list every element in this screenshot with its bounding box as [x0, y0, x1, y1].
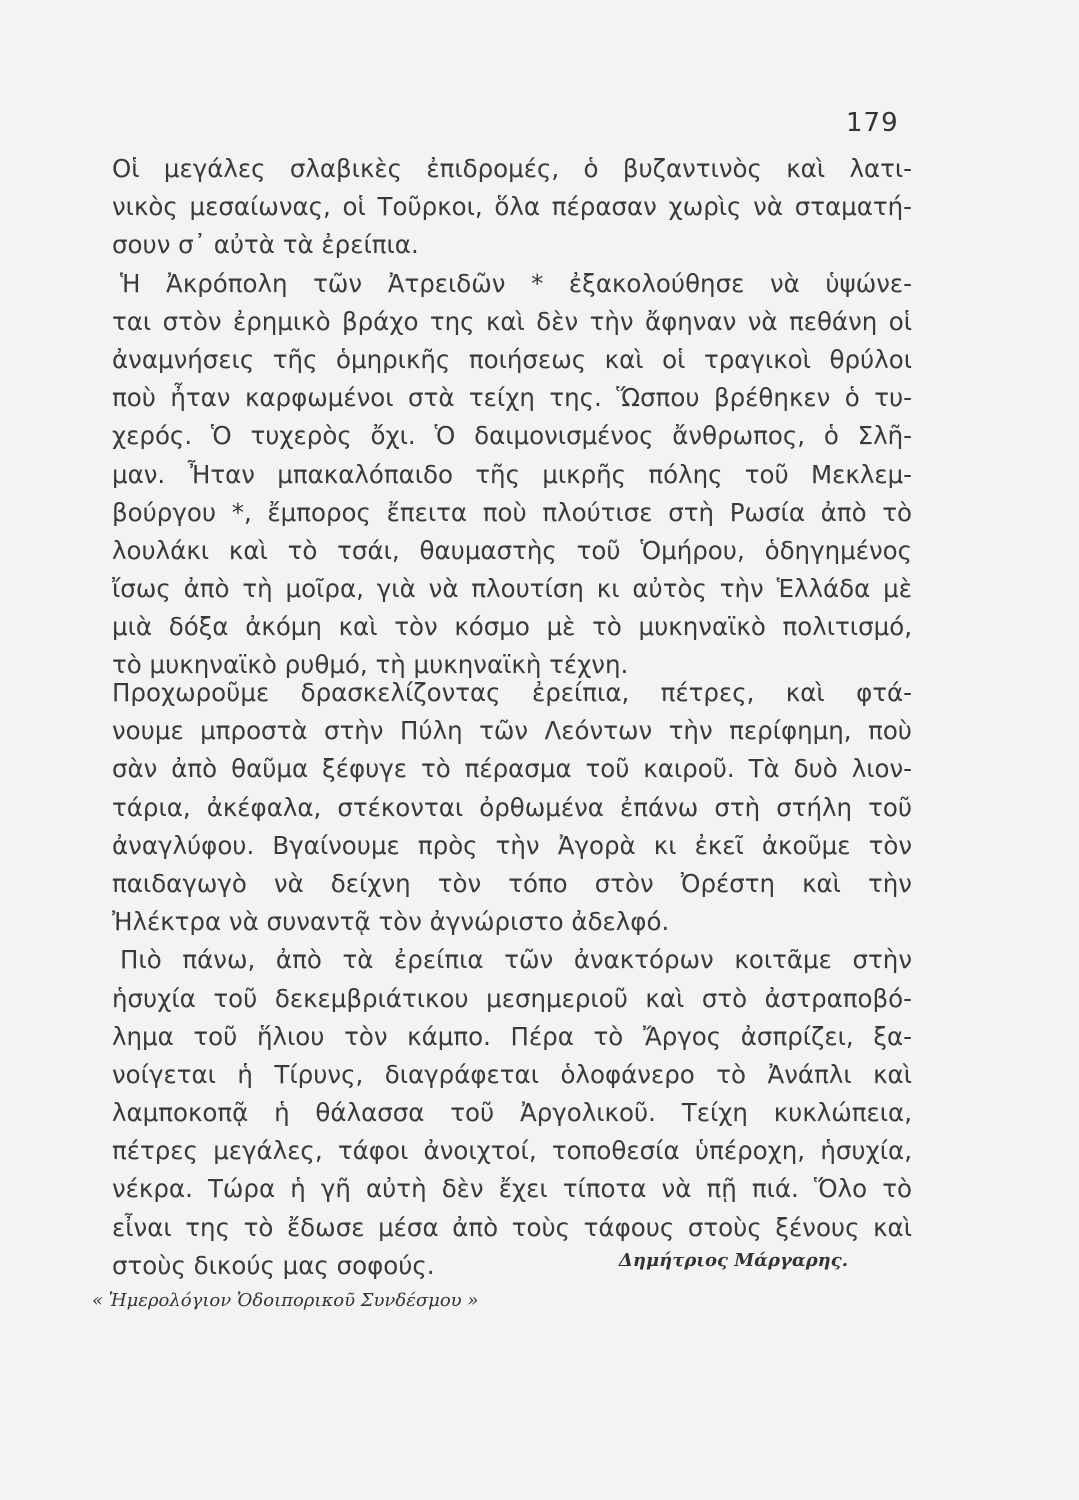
text-line: χερός. Ὁ τυχερὸς ὄχι. Ὁ δαιμονισμένος ἄνθρωπος, ὁ Σλῆ- [112, 421, 912, 451]
text-line: βούργου *, ἔμπορος ἔπειτα ποὺ πλούτισε στὴ Ρωσία ἀπὸ τὸ [112, 497, 912, 527]
text-line: σὰν ἀπὸ θαῦμα ξέφυγε τὸ πέρασμα τοῦ καιροῦ. Τὰ δυὸ λιον- [112, 754, 912, 784]
source-citation: « Ἡμερολόγιον Ὁδοιπορικοῦ Συνδέσμου » [92, 1290, 479, 1311]
text-line: Πιὸ πάνω, ἀπὸ τὰ ἐρείπια τῶν ἀνακτόρων κοιτᾶμε στὴν [120, 945, 912, 975]
text-line: λουλάκι καὶ τὸ τσάι, θαυμαστὴς τοῦ Ὁμήρου, ὁδηγημένος [112, 535, 912, 565]
text-line: ποὺ ἦταν καρφωμένοι στὰ τείχη της. Ὥσπου βρέθηκεν ὁ τυ- [112, 383, 912, 413]
text-line: Ἡ Ἀκρόπολη τῶν Ἀτρειδῶν * ἐξακολούθησε νὰ ὑψώνε- [120, 268, 912, 298]
text-line: ἡσυχία τοῦ δεκεμβριάτικου μεσημεριοῦ καὶ στὸ ἀστραποβό- [112, 983, 912, 1013]
text-line: ται στὸν ἐρημικὸ βράχο της καὶ δὲν τὴν ἄφηναν νὰ πεθάνη οἱ [112, 306, 912, 336]
text-line: Οἱ μεγάλες σλαβικὲς ἐπιδρομές, ὁ βυζαντινὸς καὶ λατι- [112, 154, 912, 183]
text-line: εἶναι της τὸ ἔδωσε μέσα ἀπὸ τοὺς τάφους στοὺς ξένους καὶ [112, 1212, 912, 1242]
text-line: μαν. Ἦταν μπακαλόπαιδο τῆς μικρῆς πόλης τοῦ Μεκλεμ- [112, 459, 912, 489]
text-line: πέτρες μεγάλες, τάφοι ἀνοιχτοί, τοποθεσία ὑπέροχη, ἡσυχία, [112, 1136, 912, 1166]
text-line: νέκρα. Τώρα ἡ γῆ αὐτὴ δὲν ἔχει τίποτα νὰ πῇ πιά. Ὅλο τὸ [112, 1174, 912, 1204]
paragraph-block-2 [112, 674, 912, 1285]
text-line: ἀναγλύφου. Βγαίνουμε πρὸς τὴν Ἀγορὰ κι ἐκεῖ ἀκοῦμε τὸν [112, 830, 912, 860]
text-line: Ἠλέκτρα νὰ συναντᾷ τὸν ἀγνώριστο ἀδελφό. [112, 907, 670, 937]
paragraph-block-1 [112, 150, 912, 685]
text-line: παιδαγωγὸ νὰ δείχνη τὸν τόπο στὸν Ὀρέστη καὶ τὴν [112, 868, 912, 898]
text-line: ἴσως ἀπὸ τὴ μοῖρα, γιὰ νὰ πλουτίση κι αὐτὸς τὴν Ἑλλάδα μὲ [112, 574, 912, 604]
text-line: σουν σ᾽ αὐτὰ τὰ ἐρείπια. [112, 230, 419, 260]
text-line: μιὰ δόξα ἀκόμη καὶ τὸν κόσμο μὲ τὸ μυκηναϊκὸ πολιτισμό, [112, 612, 912, 642]
text-line: λημα τοῦ ἥλιου τὸν κάμπο. Πέρα τὸ Ἄργος ἀσπρίζει, ξα- [112, 1021, 912, 1051]
text-line: νικὸς μεσαίωνας, οἱ Τοῦρκοι, ὅλα πέρασαν χωρὶς νὰ σταματή- [112, 192, 912, 222]
text-line: λαμποκοπᾷ ἡ θάλασσα τοῦ Ἀργολικοῦ. Τείχη κυκλώπεια, [112, 1098, 912, 1128]
text-line: ἀναμνήσεις τῆς ὁμηρικῆς ποιήσεως καὶ οἱ τραγικοὶ θρύλοι [112, 344, 912, 374]
text-line: στοὺς δικούς μας σοφούς. [112, 1250, 435, 1280]
text-line: τάρια, ἀκέφαλα, στέκονται ὀρθωμένα ἐπάνω στὴ στήλη τοῦ [112, 792, 912, 822]
text-line: Προχωροῦμε δρασκελίζοντας ἐρείπια, πέτρες, καὶ φτά- [112, 678, 912, 707]
text-line: νοίγεται ἡ Τίρυνς, διαγράφεται ὁλοφάνερο τὸ Ἀνάπλι καὶ [112, 1059, 912, 1089]
author-signature: Δημήτριος Μάργαρης. [618, 1250, 848, 1271]
text-line: νουμε μπροστὰ στὴν Πύλη τῶν Λεόντων τὴν περίφημη, ποὺ [112, 716, 912, 746]
page-number: 179 [846, 108, 899, 138]
text-line: τὸ μυκηναϊκὸ ρυθμό, τὴ μυκηναϊκὴ τέχνη. [112, 650, 629, 680]
